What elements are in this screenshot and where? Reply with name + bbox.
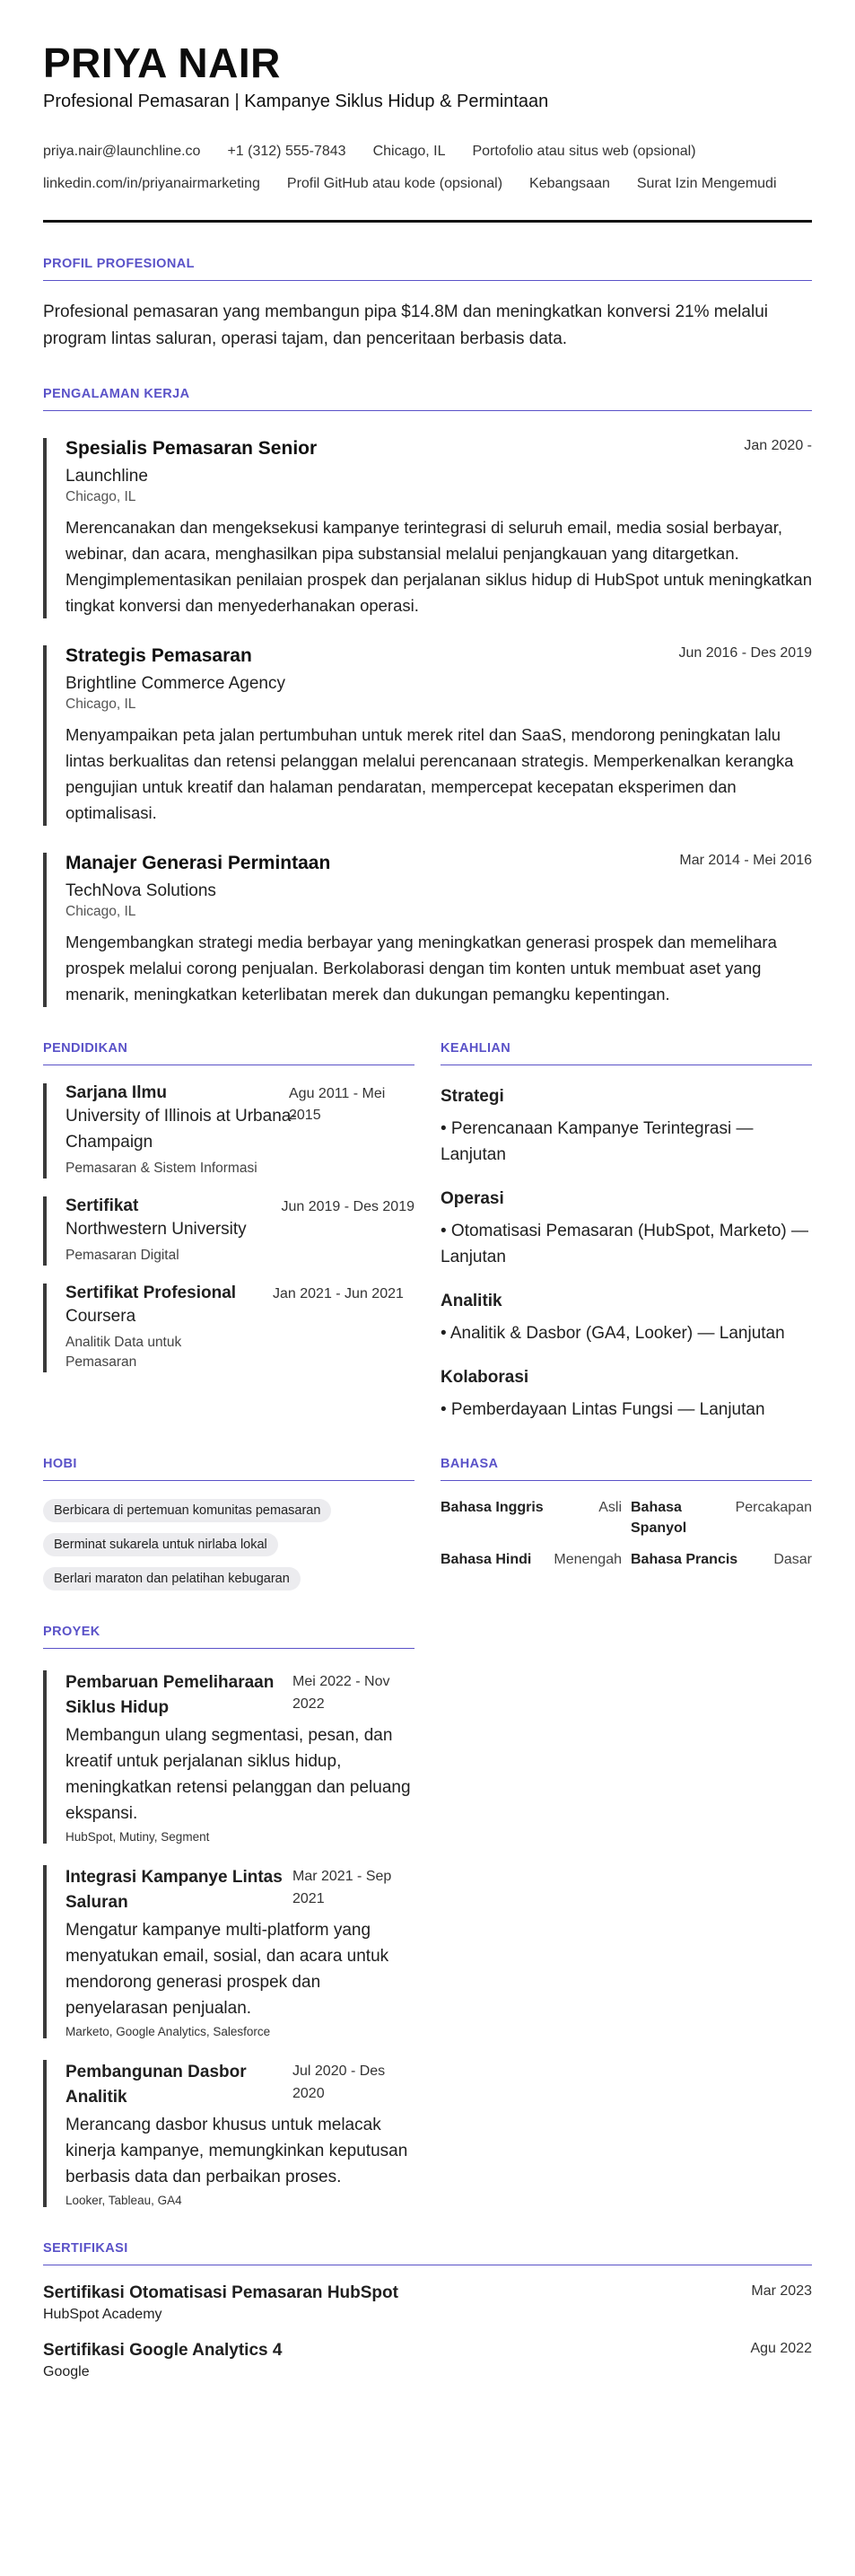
- education-school: Coursera: [65, 1307, 136, 1326]
- skill-category: Kolaborasi: [441, 1368, 529, 1387]
- education-school: University of Illinois at Urbana-Champaign: [65, 1107, 297, 1152]
- contact-portfolio[interactable]: Portofolio atau situs web (opsional): [472, 144, 696, 159]
- job-location: Chicago, IL: [65, 489, 136, 504]
- education-degree: Sertifikat: [65, 1196, 139, 1215]
- project-tech: HubSpot, Mutiny, Segment: [65, 1830, 210, 1844]
- job-location: Chicago, IL: [65, 697, 136, 712]
- education-entry: [43, 1083, 414, 1178]
- project-entry: [43, 2060, 414, 2207]
- job-description: Menyampaikan peta jalan pertumbuhan untuk merek ritel dan SaaS, mendorong peningkatan lalu lintas berkualitas dan retensi pelanggan melalui perencanaan strategis. Memperkenalkan kerangka pengujian untuk kreatif dan halaman pendaratan, mempercepat kecepatan eksperimen dan optimalisasi.: [65, 725, 794, 822]
- hobbies-column: [43, 1423, 414, 1590]
- project-description: Mengatur kampanye multi-platform yang menyatukan email, sosial, dan acara untuk mendorong generasi prospek dan penyelarasan penjualan.: [65, 1921, 389, 2018]
- project-entry: [43, 1865, 414, 2038]
- project-title: Pembaruan Pemeliharaan Siklus Hidup: [65, 1673, 275, 1717]
- section-title-experience: PENGALAMAN KERJA: [43, 387, 812, 411]
- section-title-certifications: SERTIFIKASI: [43, 2241, 812, 2265]
- skill-category: Strategi: [441, 1087, 504, 1106]
- certification-name: Sertifikasi Google Analytics 4: [43, 2341, 283, 2360]
- contact-github[interactable]: Profil GitHub atau kode (opsional): [286, 176, 503, 191]
- education-field: Pemasaran Digital: [65, 1248, 179, 1263]
- projects-column: [43, 1625, 414, 2207]
- project-tech: Marketo, Google Analytics, Salesforce: [65, 2025, 271, 2038]
- experience-entry: [43, 438, 812, 618]
- headline: Profesional Pemasaran | Kampanye Siklus Hidup & Permintaan: [43, 92, 549, 111]
- project-date: Jul 2020 - Des 2020: [292, 2063, 386, 2101]
- language-name: Bahasa Prancis: [631, 1552, 738, 1567]
- section-title-education: PENDIDIKAN: [43, 1041, 414, 1065]
- language-name: Bahasa Spanyol: [631, 1500, 687, 1536]
- job-location: Chicago, IL: [65, 904, 136, 919]
- contact-linkedin[interactable]: linkedin.com/in/priyanairmarketing: [43, 176, 260, 191]
- job-company: Brightline Commerce Agency: [65, 674, 285, 693]
- contact-nationality: Kebangsaan: [529, 176, 610, 191]
- project-date: Mei 2022 - Nov 2022: [292, 1674, 390, 1712]
- language-name: Bahasa Hindi: [441, 1552, 532, 1567]
- candidate-name: PRIYA NAIR: [43, 39, 281, 86]
- job-title: Manajer Generasi Permintaan: [65, 853, 331, 873]
- education-degree: Sertifikat Profesional: [65, 1284, 237, 1302]
- education-date: Agu 2011 - Mei 2015: [289, 1086, 386, 1123]
- job-description: Merencanakan dan mengeksekusi kampanye terintegrasi di seluruh email, media sosial berbayar, webinar, dan acara, menghasilkan pipa substansial melalui penjangkauan yang ditargetkan. Mengimplementasikan penilaian prospek dan perjalanan siklus hidup di HubSpot untuk meningkatkan tingkat konversi dan menyederhanakan operasi.: [65, 518, 812, 615]
- education-entry: [43, 1196, 414, 1266]
- language-level: Percakapan: [735, 1500, 812, 1515]
- hobby-tag: Berminat sukarela untuk nirlaba lokal: [43, 1533, 278, 1556]
- education-date: Jan 2021 - Jun 2021: [273, 1286, 404, 1301]
- contact-list: [43, 136, 779, 200]
- experience-entry: [43, 853, 812, 1007]
- language-level: Asli: [598, 1500, 622, 1515]
- language-level: Menengah: [554, 1552, 622, 1567]
- education-field: Analitik Data untuk Pemasaran: [65, 1335, 182, 1370]
- language-name: Bahasa Inggris: [441, 1500, 544, 1515]
- certification-entry: [43, 2341, 812, 2380]
- skill-item: • Analitik & Dasbor (GA4, Looker) — Lanjutan: [441, 1324, 785, 1343]
- job-company: Launchline: [65, 467, 148, 486]
- certification-name: Sertifikasi Otomatisasi Pemasaran HubSpot: [43, 2283, 398, 2302]
- contact-email[interactable]: priya.nair@launchline.co: [43, 144, 201, 159]
- language-level: Dasar: [773, 1552, 812, 1567]
- section-title-skills: KEAHLIAN: [441, 1041, 812, 1065]
- job-title: Strategis Pemasaran: [65, 645, 252, 666]
- education-date: Jun 2019 - Des 2019: [281, 1199, 414, 1214]
- header-divider: [43, 220, 812, 223]
- education-school: Northwestern University: [65, 1220, 247, 1239]
- project-title: Integrasi Kampanye Lintas Saluran: [65, 1868, 283, 1912]
- certification-date: Agu 2022: [750, 2341, 812, 2356]
- hobby-tag: Berbicara di pertemuan komunitas pemasaran: [43, 1499, 331, 1522]
- skills-column: [441, 1007, 812, 1423]
- section-title-projects: PROYEK: [43, 1625, 414, 1649]
- project-date: Mar 2021 - Sep 2021: [292, 1869, 392, 1906]
- language-grid: [441, 1497, 812, 1581]
- language-entry: [631, 1549, 812, 1570]
- language-entry: [441, 1497, 622, 1538]
- hobby-list: [43, 1488, 414, 1590]
- education-entry: [43, 1284, 414, 1372]
- two-column-block: [43, 1007, 812, 1423]
- contact-location: Chicago, IL: [372, 144, 446, 159]
- job-description: Mengembangkan strategi media berbayar yang meningkatkan generasi prospek dan memelihara prospek melalui corong penjualan. Berkolaborasi dengan tim konten untuk membuat aset yang menarik, meningkatkan keterlibatan merek dan dukungan pemangku kepentingan.: [65, 933, 777, 1003]
- education-field: Pemasaran & Sistem Informasi: [65, 1161, 257, 1176]
- two-column-block: [43, 1423, 812, 1590]
- section-title-hobbies: HOBI: [43, 1457, 414, 1481]
- skill-category: Operasi: [441, 1189, 504, 1208]
- project-entry: [43, 1670, 414, 1844]
- skill-item: • Otomatisasi Pemasaran (HubSpot, Marketo) — Lanjutan: [441, 1222, 809, 1266]
- job-date: Jun 2016 - Des 2019: [678, 645, 812, 661]
- hobby-tag: Berlari maraton dan pelatihan kebugaran: [43, 1567, 301, 1590]
- certification-entry: [43, 2283, 812, 2323]
- certification-issuer: Google: [43, 2364, 90, 2379]
- job-title: Spesialis Pemasaran Senior: [65, 438, 318, 459]
- language-entry: [441, 1549, 622, 1570]
- skill-category: Analitik: [441, 1292, 502, 1310]
- section-title-profile: PROFIL PROFESIONAL: [43, 257, 812, 281]
- experience-entry: [43, 645, 812, 826]
- project-title: Pembangunan Dasbor Analitik: [65, 2063, 247, 2107]
- language-entry: [631, 1497, 812, 1538]
- contact-phone[interactable]: +1 (312) 555-7843: [227, 144, 346, 159]
- job-date: Jan 2020 -: [744, 438, 812, 453]
- certification-date: Mar 2023: [751, 2283, 812, 2299]
- contact-license: Surat Izin Mengemudi: [636, 176, 777, 191]
- section-title-languages: BAHASA: [441, 1457, 812, 1481]
- education-degree: Sarjana Ilmu: [65, 1083, 167, 1102]
- profile-summary: Profesional pemasaran yang membangun pipa $14.8M dan meningkatkan konversi 21% melalui program lintas saluran, operasi tajam, dan penceritaan berbasis data.: [43, 302, 768, 348]
- project-description: Membangun ulang segmentasi, pesan, dan kreatif untuk perjalanan siklus hidup, meningkatkan retensi pelanggan dan peluang ekspansi.: [65, 1726, 411, 1823]
- certification-issuer: HubSpot Academy: [43, 2307, 162, 2322]
- job-company: TechNova Solutions: [65, 881, 216, 900]
- project-tech: Looker, Tableau, GA4: [65, 2194, 182, 2207]
- job-date: Mar 2014 - Mei 2016: [679, 853, 812, 868]
- education-column: [43, 1007, 414, 1423]
- skill-item: • Perencanaan Kampanye Terintegrasi — Lanjutan: [441, 1119, 754, 1164]
- skill-item: • Pemberdayaan Lintas Fungsi — Lanjutan: [441, 1400, 765, 1419]
- project-description: Merancang dasbor khusus untuk melacak kinerja kampanye, memungkinkan keputusan berbasis data dan perbaikan proses.: [65, 2116, 408, 2186]
- languages-column: [441, 1423, 812, 1590]
